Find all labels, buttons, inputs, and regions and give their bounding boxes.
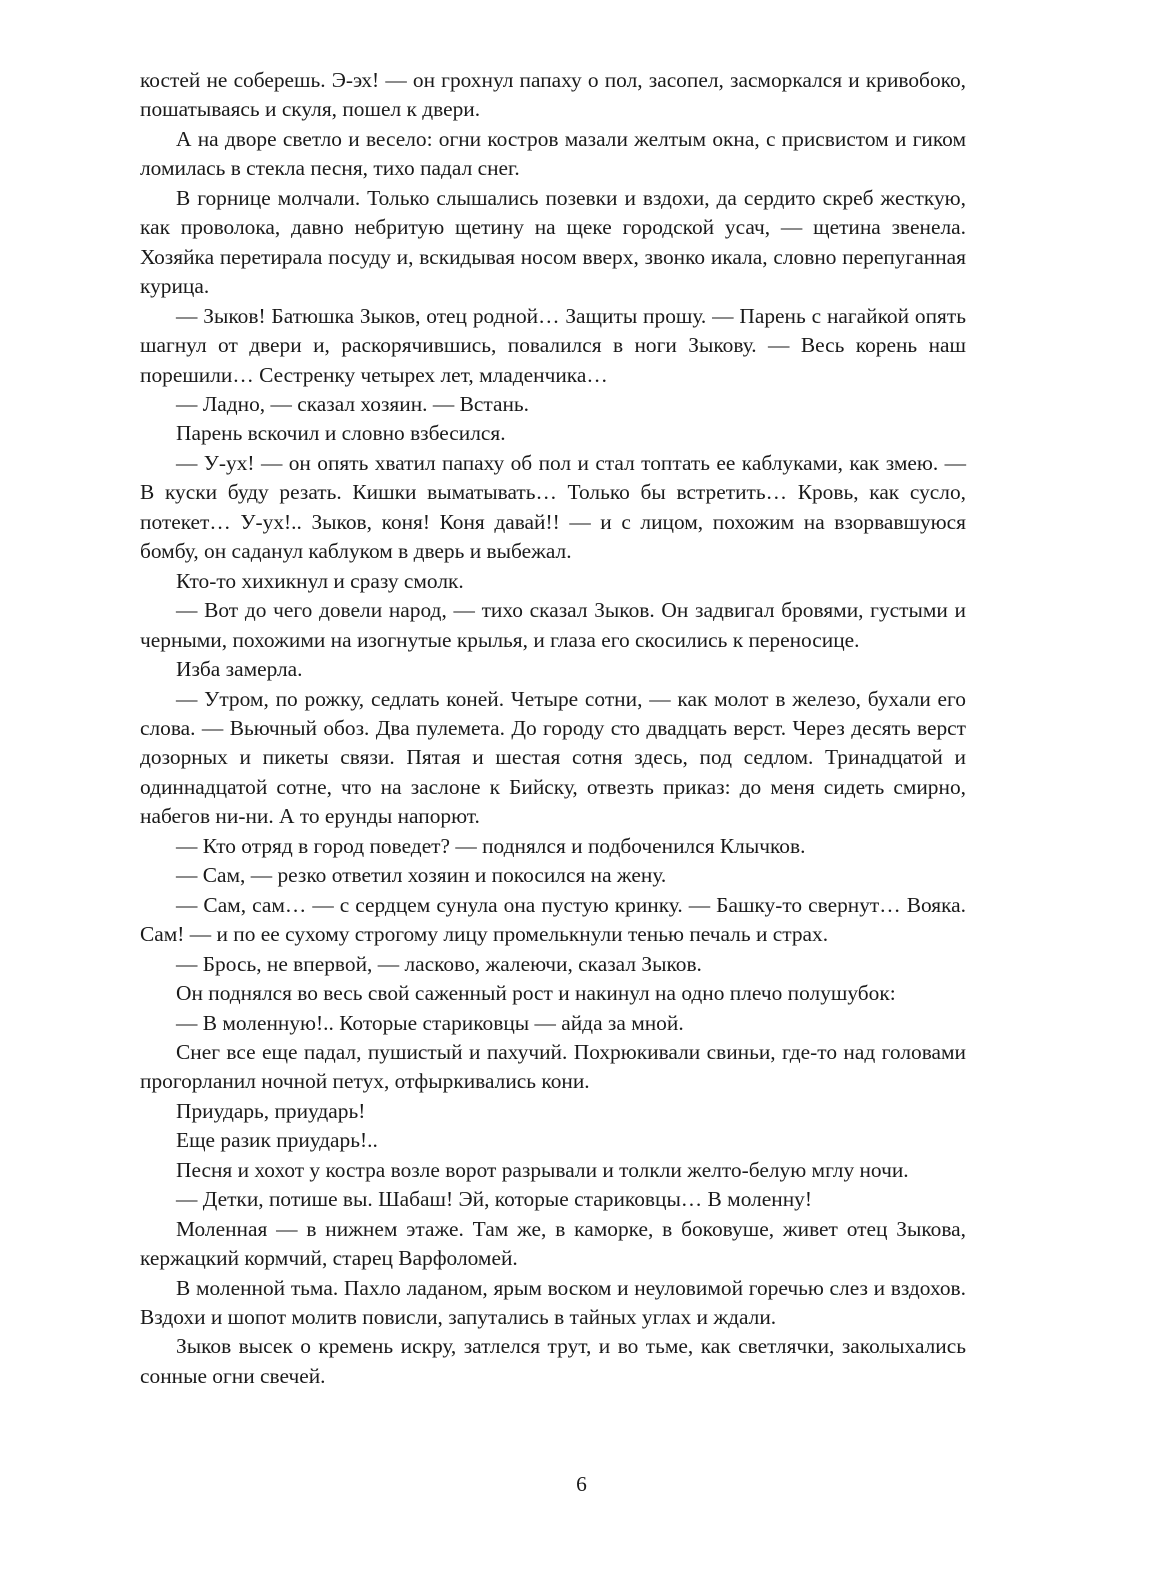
paragraph: В горнице молчали. Только слышались позевки и вздохи, да сердито скреб жесткую, как проволока, давно небритую щетину на щеке городской усач, — щетина звенела. Хозяйка перетирала посуду и, вскидывая носом вверх, звонко икала, словно перепуганная курица. [140,185,966,299]
body-text [140,66,966,1391]
song-line: Приударь, приударь! [176,1098,366,1123]
paragraph: — Детки, потише вы. Шабаш! Эй, которые стариковцы… В моленну! [176,1187,812,1212]
paragraph: — Кто отряд в город поведет? — поднялся и подбоченился Клычков. [176,833,806,858]
paragraph: — В моленную!.. Которые стариковцы — айда за мной. [176,1010,684,1035]
paragraph: — Ладно, — сказал хозяин. — Встань. [176,391,530,416]
paragraph: костей не соберешь. Э-эх! — он грохнул папаху о пол, засопел, засморкался и кривобоко, пошатываясь и скуля, пошел к двери. [140,68,966,122]
paragraph: — Зыков! Батюшка Зыков, отец родной… Защиты прошу. — Парень с нагайкой опять шагнул от двери и, раскорячившись, повалился в ноги Зыкову. — Весь корень наш порешили… Сестренку четырех лет, младенчика… [140,303,966,387]
paragraph: Парень вскочил и словно взбесился. [176,421,506,446]
song-line: Еще разик приударь!.. [176,1128,378,1153]
paragraph: — Вот до чего довели народ, — тихо сказал Зыков. Он задвигал бровями, густыми и черными, похожими на изогнутые крылья, и глаза его скосились к переносице. [140,598,966,652]
paragraph: В моленной тьма. Пахло ладаном, ярым воском и неуловимой горечью слез и вздохов. Вздохи и шопот молитв повисли, запутались в тайных углах и ждали. [140,1275,966,1330]
paragraph: А на дворе светло и весело: огни костров мазали желтым окна, с присвистом и гиком ломилась в стекла песня, тихо падал снег. [140,126,966,181]
paragraph: Снег все еще падал, пушистый и пахучий. Похрюкивали свиньи, где-то над головами прогорланил ночной петух, отфыркивались кони. [140,1039,966,1094]
paragraph: Изба замерла. [176,657,303,682]
paragraph: — У-ух! — он опять хватил папаху об пол и стал топтать ее каблуками, как змею. — В куски буду резать. Кишки выматывать… Только бы встретить… Кровь, как сусло, потекет… У-ух!.. Зыков, коня! Коня давай!! — и с лицом, похожим на взорвавшуюся бомбу, он саданул каблуком в дверь и выбежал. [140,450,966,564]
paragraph: — Утром, по рожку, седлать коней. Четыре сотни, — как молот в железо, бухали его слова. — Вьючный обоз. Два пулемета. До городу сто двадцать верст. Через десять верст дозорных и пикеты связи. Пятая и шестая сотня здесь, под седлом. Тринадцатой и одиннадцатой сотне, что на заслоне к Бийску, отвезть приказ: до меня сидеть смирно, набегов ни-ни. А то ерунды напорют. [140,686,966,829]
page-number: 6 [576,1472,587,1496]
paragraph: Он поднялся во весь свой саженный рост и накинул на одно плечо полушубок: [176,981,896,1006]
paragraph: Зыков высек о кремень искру, затлелся трут, и во тьме, как светлячки, заколыхались сонные огни свечей. [140,1334,966,1388]
paragraph: — Сам, сам… — с сердцем сунула она пустую кринку. — Башку-то свернут… Вояка. Сам! — и по ее сухому строгому лицу промелькнули тенью печаль и страх. [140,892,966,947]
paragraph: Кто-то хихикнул и сразу смолк. [176,568,464,593]
paragraph: Моленная — в нижнем этаже. Там же, в каморке, в боковуше, живет отец Зыкова, кержацкий кормчий, старец Варфоломей. [140,1216,966,1271]
paragraph: Песня и хохот у костра возле ворот разрывали и толкли желто-белую мглу ночи. [176,1157,909,1182]
paragraph: — Брось, не впервой, — ласково, жалеючи, сказал Зыков. [176,951,702,976]
paragraph: — Сам, — резко ответил хозяин и покосился на жену. [176,863,667,888]
